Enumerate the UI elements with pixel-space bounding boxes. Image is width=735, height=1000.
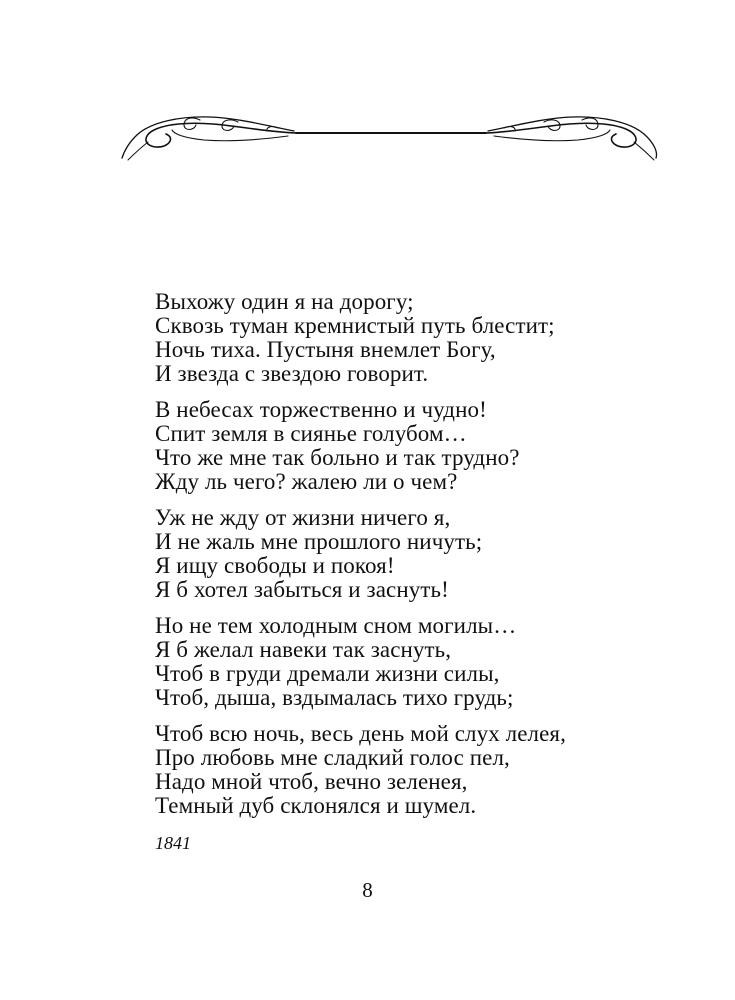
stanza-4 <box>155 614 675 710</box>
poem-line: Я б хотел забыться и заснуть! <box>155 577 449 602</box>
stanza-3 <box>155 506 675 602</box>
stanza-1 <box>155 290 675 386</box>
poem-line: Ночь тиха. Пустыня внемлет Богу, <box>155 337 496 362</box>
poem-line: В небесах торжественно и чудно! <box>155 397 487 422</box>
poem-line: Уж не жду от жизни ничего я, <box>155 505 451 530</box>
poem-line: Сквозь туман кремнистый путь блестит; <box>155 313 555 338</box>
poem-line: И звезда с звездою говорит. <box>155 361 429 386</box>
poem-line: Жду ль чего? жалею ли о чем? <box>155 469 458 494</box>
page-number: 8 <box>362 878 373 902</box>
poem-line: Темный дуб склонялся и шумел. <box>155 793 477 818</box>
poem-line: Чтоб, дыша, вздымалась тихо грудь; <box>155 685 514 710</box>
poem-line: Чтоб всю ночь, весь день мой слух лелея, <box>155 721 566 746</box>
stanza-5 <box>155 722 675 818</box>
stanza-2 <box>155 398 675 494</box>
poem-line: Я ищу свободы и покоя! <box>155 553 395 578</box>
poem-line: Про любовь мне сладкий голос пел, <box>155 745 510 770</box>
poem-line: Но не тем холодным сном могилы… <box>155 613 517 638</box>
flourish-ornament-icon <box>118 100 658 180</box>
poem-line: И не жаль мне прошлого ничуть; <box>155 529 483 554</box>
poem-line: Чтоб в груди дремали жизни силы, <box>155 661 500 686</box>
poem-line: Выхожу один я на дорогу; <box>155 289 414 314</box>
poem-line: Что же мне так больно и так трудно? <box>155 445 520 470</box>
poem-year: 1841 <box>155 833 191 853</box>
poem-line: Надо мной чтоб, вечно зеленея, <box>155 769 468 794</box>
poem-line: Спит земля в сиянье голубом… <box>155 421 467 446</box>
poem <box>155 290 675 830</box>
poem-line: Я б желал навеки так заснуть, <box>155 637 452 662</box>
